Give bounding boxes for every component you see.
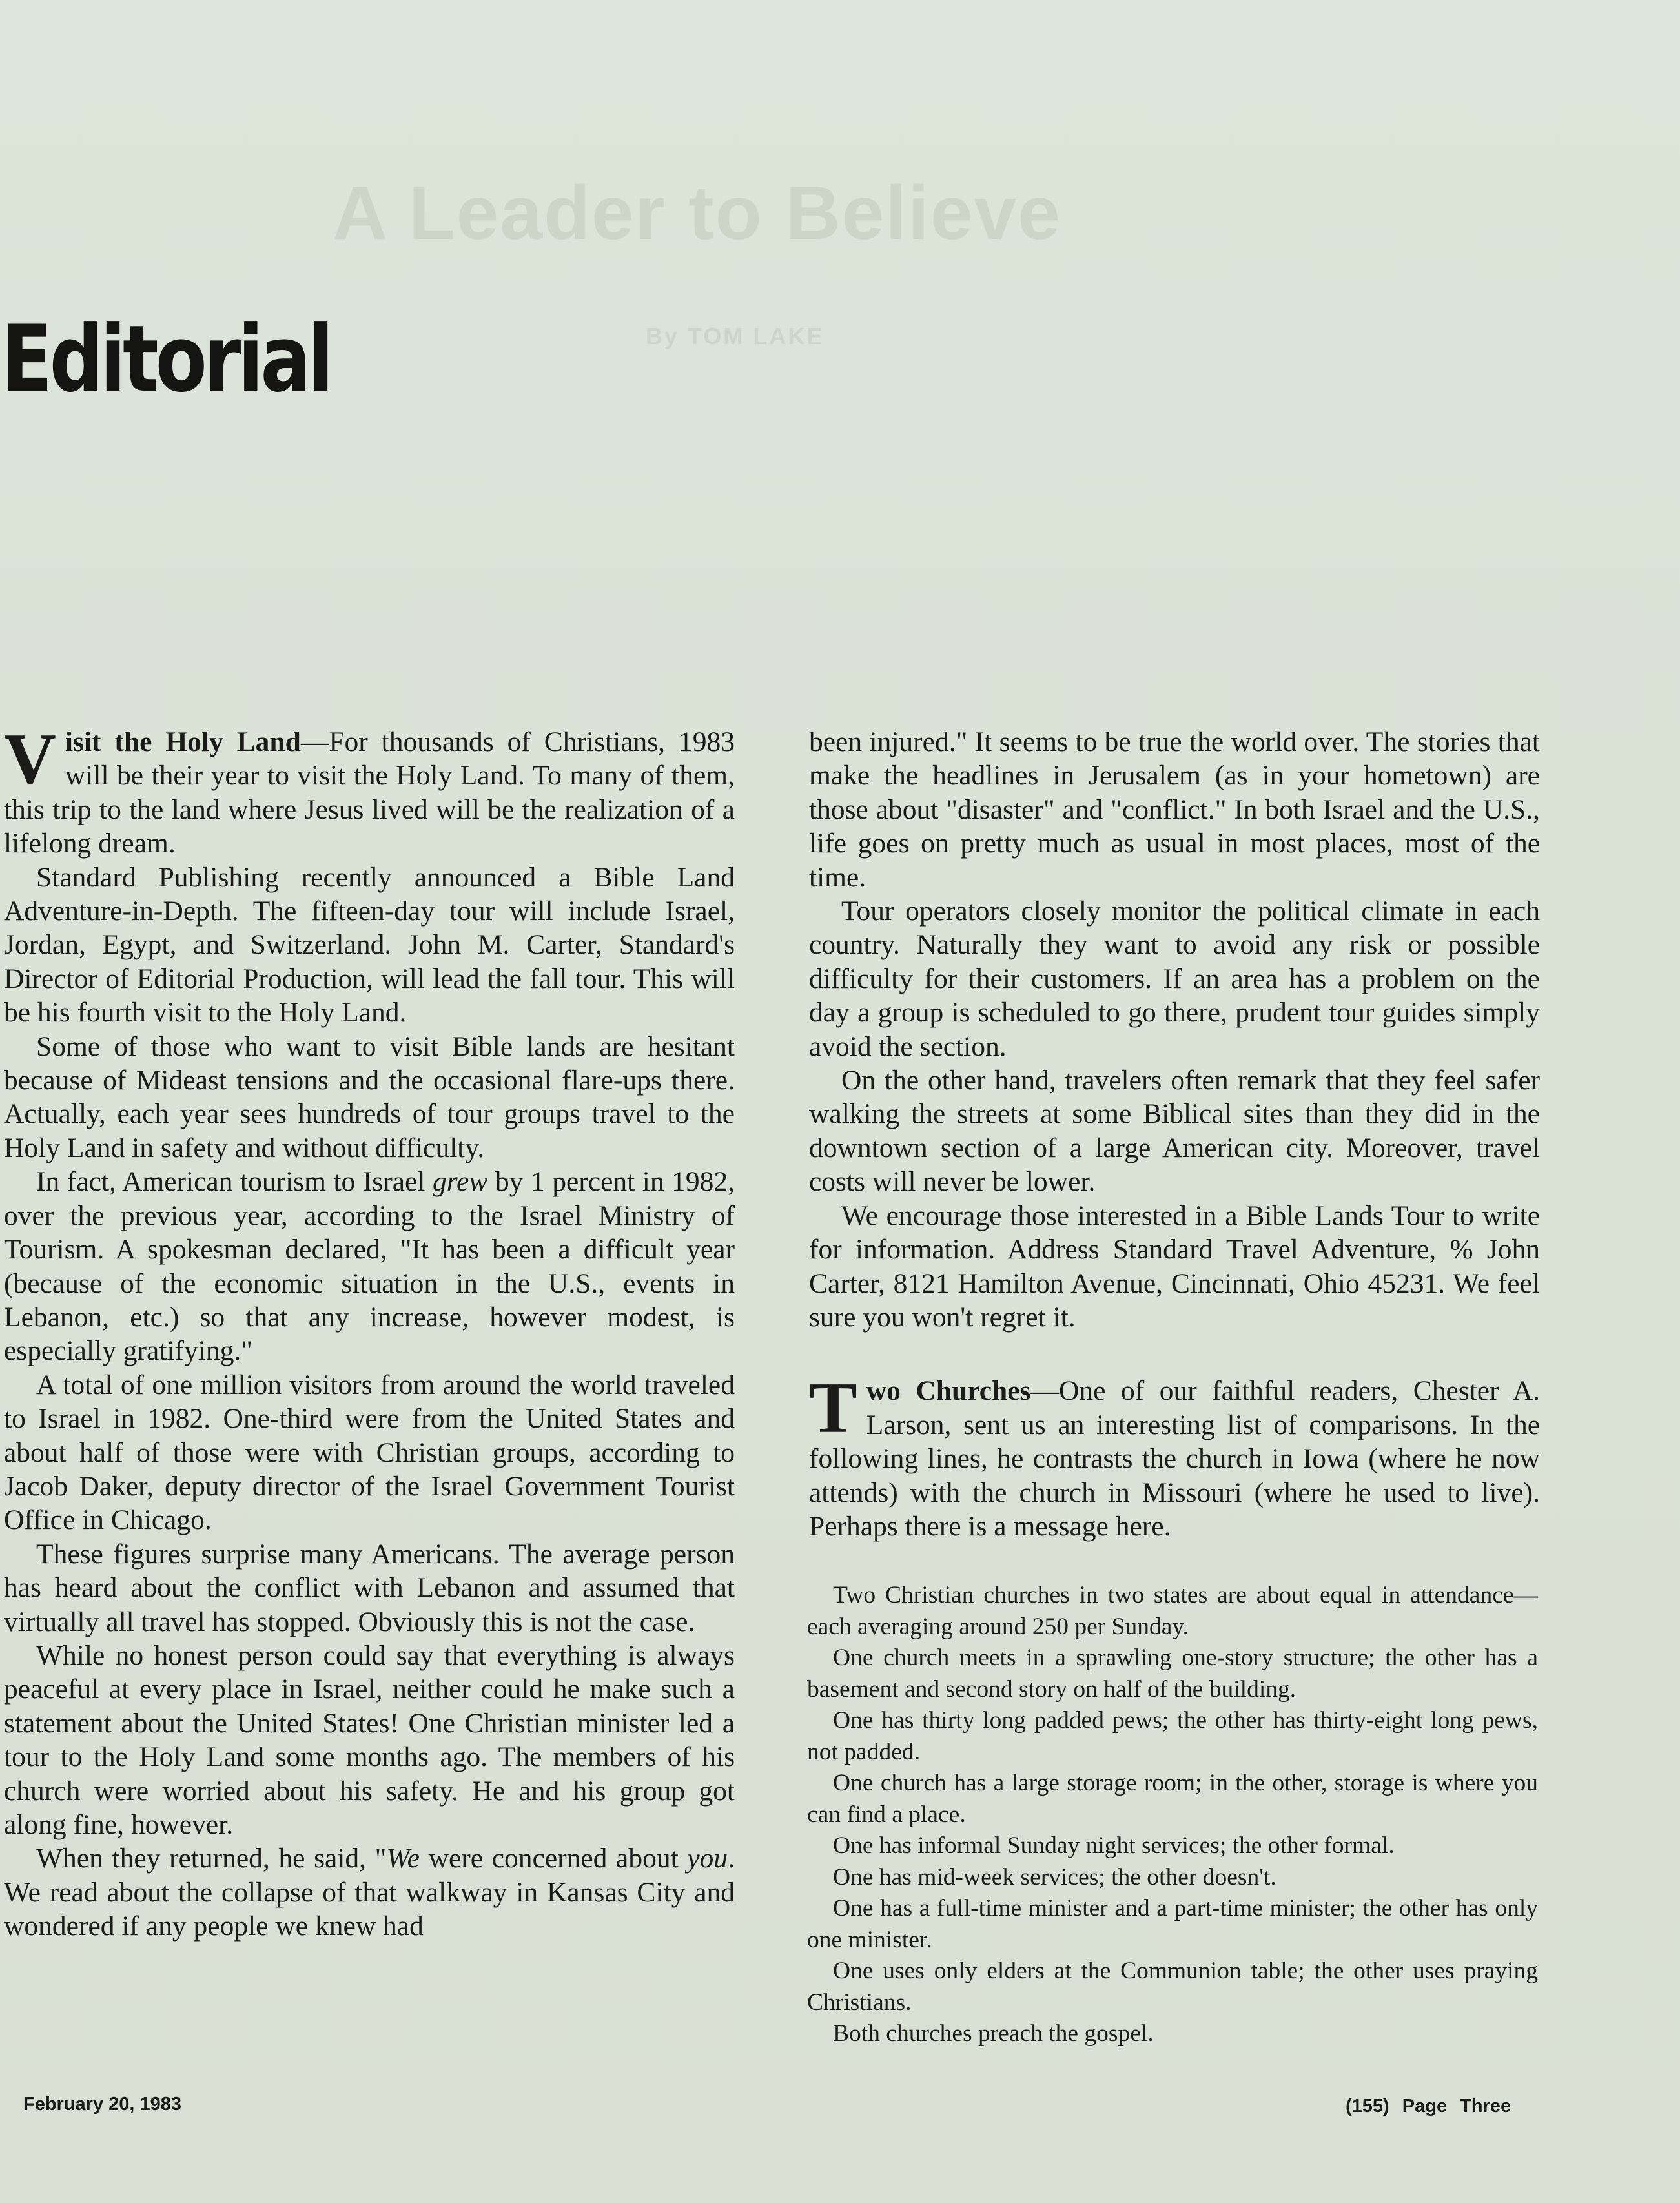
text-run: were concerned about xyxy=(419,1843,688,1874)
paragraph: We encourage those interested in a Bible Lands Tour to write for information. Address Standard Travel Adventure, % John Carter, 8121 Hamilton Avenue, Cincinnati, Ohio 45231. We feel sure you won't regret it. xyxy=(809,1200,1540,1333)
emphasis: grew xyxy=(432,1166,488,1198)
list-item: One has a full-time minister and a part-time minister; the other has only one minister. xyxy=(807,1895,1538,1953)
two-churches-lead-text: —One of our faithful readers, Chester A. Larson, sent us an interesting list of comparisons. In the following lines, he contrasts the church in Iowa (where he now attends) with the church in Missouri (where he used to live). Perhaps there is a message here. xyxy=(809,1375,1540,1542)
page-number: (155) Page Three xyxy=(1346,2096,1511,2116)
two-churches-run-in-heading: wo Churches xyxy=(866,1375,1031,1407)
text-run: . We read about the collapse of that walkway in Kansas City and wondered if any people we knew had xyxy=(4,1843,735,1942)
paragraph: While no honest person could say that everything is always peaceful at every place in Israel, neither could he make such a statement about the United States! One Christian minister led a tour to the Holy Land some months ago. The members of his church were worried about his safety. He and his group got along fine, however. xyxy=(4,1639,735,1840)
paragraph: Tour operators closely monitor the political climate in each country. Naturally they want to avoid any risk or possible difficulty for their customers. If an area has a problem on the day a group is scheduled to go there, prudent tour guides simply avoid the section. xyxy=(809,896,1540,1062)
paragraph: These figures surprise many Americans. The average person has heard about the conflict with Lebanon and assumed that virtually all travel has stopped. Obviously this is not the case. xyxy=(4,1538,735,1637)
background-article-title: A Leader to Believe xyxy=(333,170,1061,256)
text-run: In fact, American tourism to Israel xyxy=(36,1166,433,1198)
list-item: One has informal Sunday night services; the other formal. xyxy=(833,1832,1395,1859)
holy-land-run-in-heading: isit the Holy Land xyxy=(65,726,301,757)
holy-land-lead-paragraph xyxy=(4,719,735,861)
paragraph: Some of those who want to visit Bible lands are hesitant because of Mideast tensions and the occasional flare-ups there. Actually, each year sees hundreds of tour groups travel to the Holy Land in safety and without difficulty. xyxy=(4,1030,735,1163)
text-run: by 1 percent in 1982, over the previous year, according to the Israel Ministry of Tourism. A spokesman declared, "It has been a difficult year (because of the economic situation in the U.S., events in Lebanon, etc.) so that any increase, however modest, is especially gratifying." xyxy=(4,1166,735,1367)
paragraph xyxy=(4,1165,735,1368)
editorial-column-right xyxy=(809,725,1540,1543)
drop-cap-v: V xyxy=(4,719,56,799)
paragraph: A total of one million visitors from around the world traveled to Israel in 1982. One-third were from the United States and about half of those were with Christian groups, according to Jacob Daker, deputy director of the Israel Government Tourist Office in Chicago. xyxy=(4,1369,735,1536)
paragraph: On the other hand, travelers often remark that they feel safer walking the streets at some Biblical sites than they did in the downtown section of a large American city. Moreover, travel costs will never be lower. xyxy=(809,1065,1540,1198)
paragraph: Standard Publishing recently announced a Bible Land Adventure-in-Depth. The fifteen-day tour will include Israel, Jordan, Egypt, and Switzerland. John M. Carter, Standard's Director of Editorial Production, will lead the fall tour. This will be his fourth visit to the Holy Land. xyxy=(4,861,735,1029)
two-churches-lead-paragraph xyxy=(809,1368,1540,1543)
editorial-heading: Editorial xyxy=(1,306,331,413)
paragraph-continued: been injured." It seems to be true the world over. The stories that make the headlines in Jerusalem (as in your hometown) are those about "disaster" and "conflict." In both Israel and the U.S., life goes on pretty much as usual in most places, most of the time. xyxy=(809,726,1540,893)
emphasis: you xyxy=(687,1843,728,1874)
drop-cap-t: T xyxy=(809,1368,857,1449)
holy-land-lead-text: —For thousands of Christians, 1983 will be their year to visit the Holy Land. To many of them, this trip to the land where Jesus lived will be the realization of a lifelong dream. xyxy=(4,726,735,859)
text-run: When they returned, he said, " xyxy=(36,1843,387,1874)
emphasis: We xyxy=(386,1843,420,1874)
list-item: One uses only elders at the Communion table; the other uses praying Christians. xyxy=(807,1958,1538,2016)
issue-date: February 20, 1983 xyxy=(23,2094,182,2115)
list-item: One church meets in a sprawling one-story structure; the other has a basement and second story on half of the building. xyxy=(807,1645,1538,1703)
list-item: One church has a large storage room; in the other, storage is where you can find a place. xyxy=(807,1770,1538,1828)
list-item: Two Christian churches in two states are about equal in attendance—each averaging around 250 per Sunday. xyxy=(807,1582,1538,1640)
editorial-column-left xyxy=(4,719,735,1943)
paragraph xyxy=(4,1841,735,1943)
church-comparison-list xyxy=(807,1580,1538,2050)
list-item: Both churches preach the gospel. xyxy=(833,2020,1154,2047)
background-article-byline: By TOM LAKE xyxy=(646,323,825,349)
section-spacer xyxy=(809,1334,1540,1374)
list-item: One has thirty long padded pews; the other has thirty-eight long pews, not padded. xyxy=(807,1707,1538,1765)
list-item: One has mid-week services; the other doesn't. xyxy=(833,1863,1276,1890)
